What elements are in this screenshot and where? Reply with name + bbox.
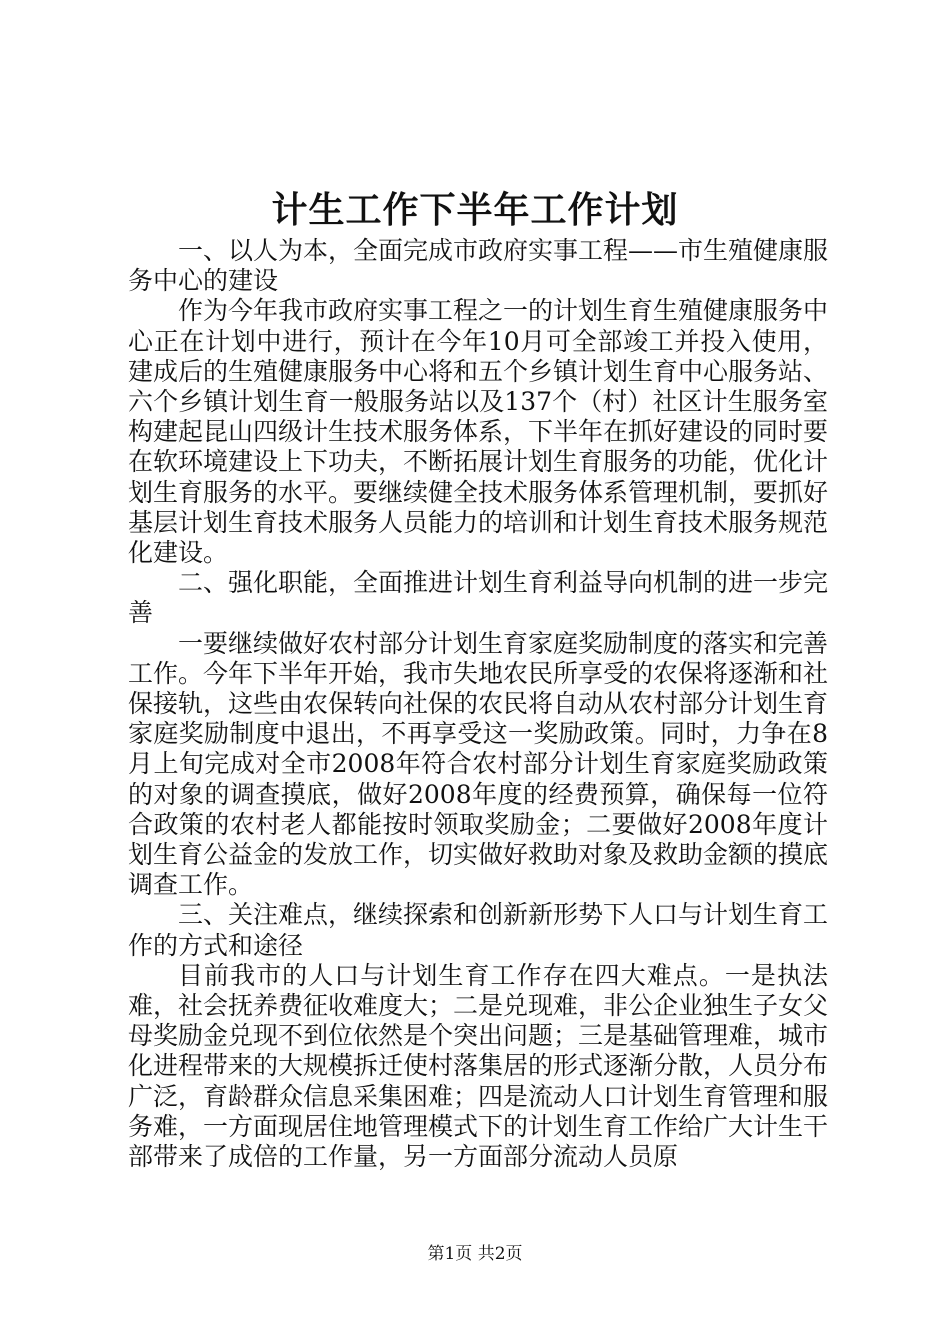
body-paragraph-3: 目前我市的人口与计划生育工作存在四大难点。一是执法难，社会抚养费征收难度大；二是兑现难，非公企业独生子女父母奖励金兑现不到位依然是个突出问题；三是基础管理难，城市化进程带来的大规模拆迁使村落集居的形式逐渐分散，人员分布广泛，育龄群众信息采集困难；四是流动人口计划生育管理和服务难，一方面现居住地管理模式下的计划生育工作给广大计生干部带来了成倍的工作量，另一方面部分流动人员原	[128, 960, 829, 1172]
section-heading-2: 二、强化职能，全面推进计划生育利益导向机制的进一步完善	[128, 568, 829, 628]
body-paragraph-1: 作为今年我市政府实事工程之一的计划生育生殖健康服务中心正在计划中进行，预计在今年10月可全部竣工并投入使用，建成后的生殖健康服务中心将和五个乡镇计划生育中心服务站、六个乡镇计划生育一般服务站以及137个（村）社区计生服务室构建起昆山四级计生技术服务体系，下半年在抓好建设的同时要在软环境建设上下功夫，不断拓展计划生育服务的功能，优化计划生育服务的水平。要继续健全技术服务体系管理机制，要抓好基层计划生育技术服务人员能力的培训和计划生育技术服务规范化建设。	[128, 296, 829, 568]
body-paragraph-2: 一要继续做好农村部分计划生育家庭奖励制度的落实和完善工作。今年下半年开始，我市失地农民所享受的农保将逐渐和社保接轨，这些由农保转向社保的农民将自动从农村部分计划生育家庭奖励制度中退出，不再享受这一奖励政策。同时，力争在8月上旬完成对全市2008年符合农村部分计划生育家庭奖励政策的对象的调查摸底，做好2008年度的经费预算，确保每一位符合政策的农村老人都能按时领取奖励金；二要做好2008年度计划生育公益金的发放工作，切实做好救助对象及救助金额的摸底调查工作。	[128, 628, 829, 900]
document-title: 计生工作下半年工作计划	[271, 189, 679, 231]
section-heading-1: 一、以人为本，全面完成市政府实事工程——市生殖健康服务中心的建设	[128, 236, 829, 296]
page-number: 第1页 共2页	[427, 1244, 523, 1264]
section-heading-3: 三、关注难点，继续探索和创新新形势下人口与计划生育工作的方式和途径	[128, 900, 829, 960]
document-body	[128, 236, 828, 1172]
